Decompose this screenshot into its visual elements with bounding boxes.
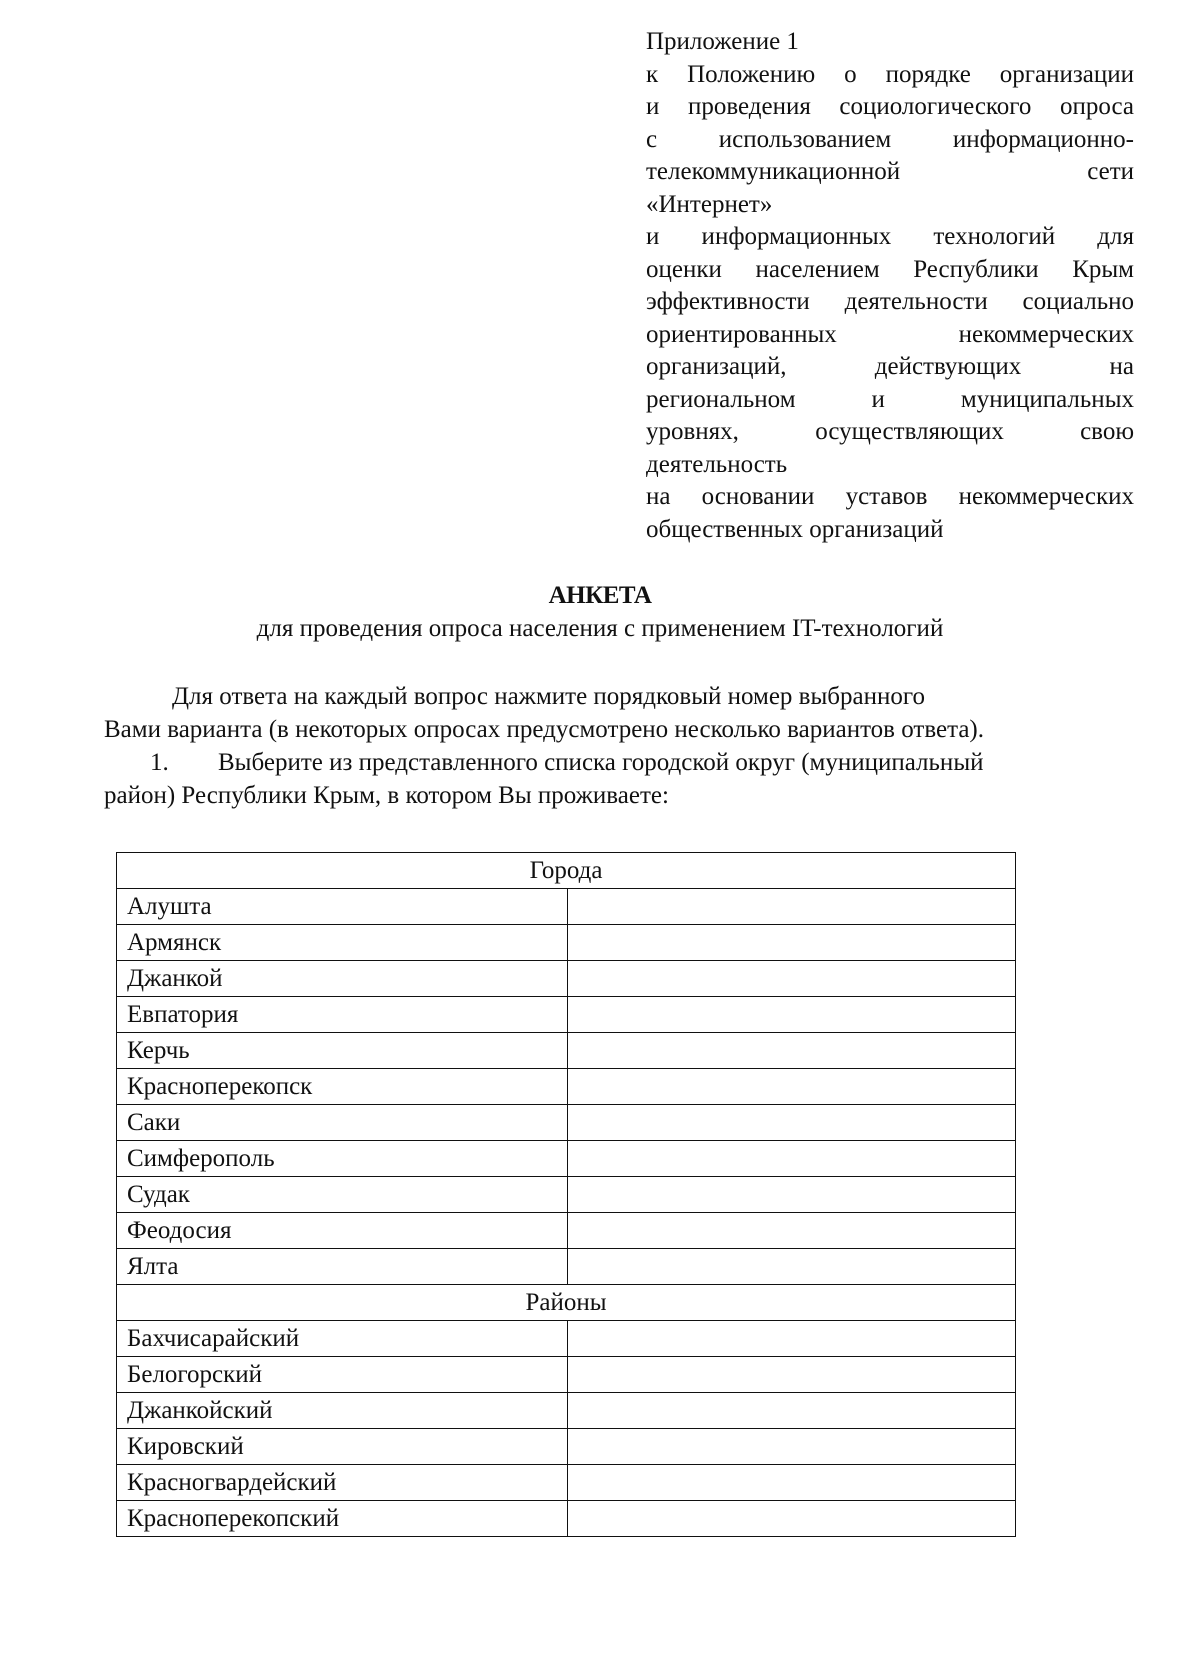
option-label: Джанкой [117,961,568,997]
table-row[interactable] [117,889,1016,925]
option-label: Евпатория [117,997,568,1033]
municipality-table [116,852,1016,1537]
answer-cell[interactable] [568,961,1016,997]
table-row[interactable] [117,1321,1016,1357]
instruction-line-2: Вами варианта (в некоторых опросах предусмотрено несколько вариантов ответа). [104,716,984,743]
table-row[interactable] [117,1177,1016,1213]
answer-cell[interactable] [568,1429,1016,1465]
section-header-row [117,853,1016,889]
answer-cell[interactable] [568,1249,1016,1285]
option-label: Красноперекопский [117,1501,568,1537]
appendix-line: на основании уставов некоммерческих [646,483,1134,510]
table-row[interactable] [117,1249,1016,1285]
districts-header: Районы [117,1285,1016,1321]
table-row[interactable] [117,1033,1016,1069]
answer-cell[interactable] [568,1033,1016,1069]
question-1 [104,746,1104,779]
document-title: АНКЕТА [548,582,652,609]
cities-header: Города [117,853,1016,889]
appendix-line: региональном и муниципальных [646,385,1134,413]
section-header-row [117,1285,1016,1321]
appendix-line: «Интернет» [646,190,773,218]
table-row[interactable] [117,997,1016,1033]
table-row[interactable] [117,1141,1016,1177]
option-label: Керчь [117,1033,568,1069]
table-row[interactable] [117,1465,1016,1501]
table-row[interactable] [117,1213,1016,1249]
appendix-line: эффективности деятельности социально [646,288,1134,315]
instructions [104,680,1104,812]
table-row[interactable] [117,925,1016,961]
question-number: 1. [150,749,169,776]
answer-cell[interactable] [568,1357,1016,1393]
option-label: Белогорский [117,1357,568,1393]
option-label: Джанкойский [117,1393,568,1429]
question-text-line-2: район) Республики Крым, в котором Вы проживаете: [104,782,669,809]
table-row[interactable] [117,1357,1016,1393]
option-label: Бахчисарайский [117,1321,568,1357]
option-label: Красноперекопск [117,1069,568,1105]
option-label: Саки [117,1105,568,1141]
answer-cell[interactable] [568,1105,1016,1141]
appendix-line: ориентированных некоммерческих [646,320,1134,348]
question-text-line-1: Выберите из представленного списка городской округ (муниципальный [218,749,984,776]
appendix-block [646,26,1134,546]
option-label: Кировский [117,1429,568,1465]
appendix-line: с использованием информационно- [646,125,1134,153]
document-subtitle: для проведения опроса населения с применением IT-технологий [256,615,944,642]
table-row[interactable] [117,1501,1016,1537]
answer-cell[interactable] [568,889,1016,925]
appendix-line: телекоммуникационной сети [646,158,1134,185]
answer-cell[interactable] [568,1141,1016,1177]
answer-cell[interactable] [568,1321,1016,1357]
answer-cell[interactable] [568,1393,1016,1429]
option-label: Судак [117,1177,568,1213]
appendix-line: оценки населением Республики Крым [646,255,1134,283]
table-row[interactable] [117,1069,1016,1105]
option-label: Алушта [117,889,568,925]
answer-cell[interactable] [568,925,1016,961]
table-row[interactable] [117,961,1016,997]
appendix-line: деятельность [646,450,788,478]
appendix-line: и проведения социологического опроса [646,93,1134,120]
option-label: Симферополь [117,1141,568,1177]
answer-cell[interactable] [568,1069,1016,1105]
option-label: Армянск [117,925,568,961]
appendix-line: к Положению о порядке организации [646,60,1134,88]
instruction-line-1: Для ответа на каждый вопрос нажмите порядковый номер выбранного [172,683,925,710]
appendix-line: организаций, действующих на [646,353,1134,380]
option-label: Феодосия [117,1213,568,1249]
table-row[interactable] [117,1429,1016,1465]
answer-cell[interactable] [568,1465,1016,1501]
table-row[interactable] [117,1393,1016,1429]
answer-cell[interactable] [568,1177,1016,1213]
appendix-line: и информационных технологий для [646,223,1134,250]
appendix-line: Приложение 1 [646,28,799,55]
option-label: Красногвардейский [117,1465,568,1501]
answer-cell[interactable] [568,1501,1016,1537]
appendix-line: общественных организаций [646,515,944,543]
answer-cell[interactable] [568,997,1016,1033]
table-row[interactable] [117,1105,1016,1141]
answer-cell[interactable] [568,1213,1016,1249]
appendix-line: уровнях, осуществляющих свою [646,418,1134,445]
option-label: Ялта [117,1249,568,1285]
